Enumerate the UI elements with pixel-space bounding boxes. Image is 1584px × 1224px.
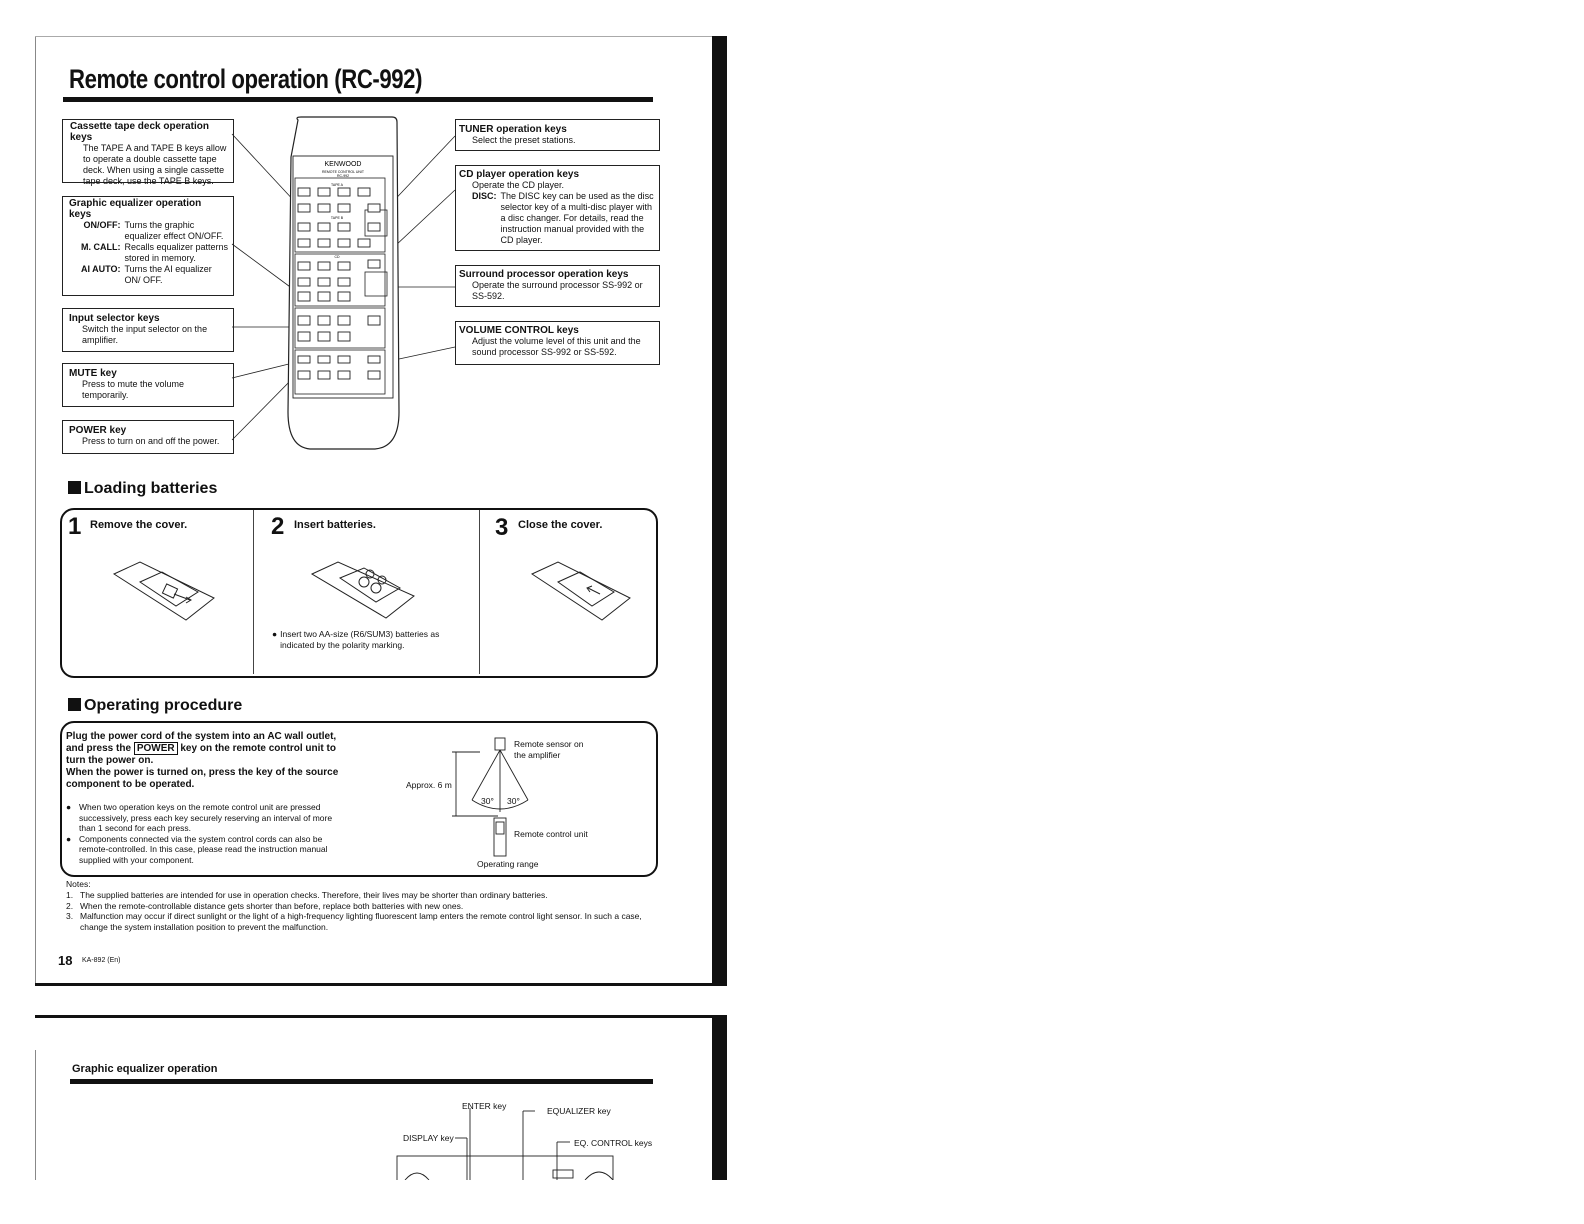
- procedure-bullet: [66, 834, 346, 866]
- procedure-main-2: key on the remote control unit to turn the power on.: [66, 743, 336, 766]
- step-2-note-text: Insert two AA-size (R6/SUM3) batteries as indicated by the polarity marking.: [280, 629, 440, 650]
- equalizer-key-label: EQUALIZER key: [547, 1106, 611, 1116]
- procedure-heading-text: Operating procedure: [84, 697, 243, 714]
- eq-key-mcall: M. CALL:: [81, 242, 121, 252]
- cd-disc-desc: The DISC key can be used as the disc selector key of a multi-disc player with a disc changer. For details, read the instruction manual provided with the CD player.: [500, 191, 654, 245]
- note-text: Malfunction may occur if direct sunlight or the light of a high-frequency lighting fluorescent lamp enters the remote control light sensor. In such a case, change the system installation position to prevent the malfunction.: [80, 911, 642, 932]
- callout-power-desc: Press to turn on and off the power.: [82, 436, 220, 446]
- procedure-bullet-1-text: When two operation keys on the remote control unit are pressed successively, press each key securely reserving an interval of more than 1 second for each press.: [79, 802, 333, 833]
- callout-surround-title: Surround processor operation keys: [459, 269, 629, 280]
- page-title: Remote control operation (RC-992): [69, 64, 423, 94]
- insert-batteries-illustration: [308, 560, 420, 622]
- callout-surround-desc: Operate the surround processor SS-992 or SS-592.: [472, 280, 643, 301]
- callout-equalizer-title: Graphic equalizer operation keys: [69, 198, 202, 220]
- step-3-title: Close the cover.: [518, 519, 603, 531]
- heading-square-icon: [68, 698, 81, 711]
- callout-mute-desc: Press to mute the volume temporarily.: [82, 379, 185, 400]
- eq-desc-onoff: Turns the graphic equalizer effect ON/OFF.: [124, 220, 224, 241]
- remote-unit-label: Remote control unit: [514, 829, 588, 839]
- next-page-title: Graphic equalizer operation: [72, 1063, 218, 1075]
- remote-model: RC-992: [336, 174, 350, 178]
- callout-mute: [62, 363, 234, 407]
- procedure-bullet-2-text: Components connected via the system control cords can also be remote-controlled. In this case, please read the instruction manual supplied with your component.: [79, 833, 328, 865]
- batteries-divider-1: [253, 510, 254, 674]
- procedure-bullet: [66, 802, 346, 834]
- callout-volume: [455, 321, 660, 365]
- procedure-bullets: [66, 802, 346, 865]
- callout-equalizer: [62, 196, 234, 296]
- callout-power: [62, 420, 234, 454]
- angle-right-label: 30°: [507, 796, 520, 806]
- remote-brand: KENWOOD: [324, 161, 362, 168]
- notes-list: [66, 890, 656, 932]
- callout-input-title: Input selector keys: [69, 313, 160, 324]
- operating-range-label: Operating range: [477, 859, 539, 869]
- note-text: When the remote-controllable distance gets shorter than before, replace both batteries with new ones.: [80, 900, 464, 911]
- page-number: 18: [58, 953, 73, 968]
- enter-key-label: ENTER key: [462, 1101, 507, 1111]
- close-cover-illustration: [528, 560, 636, 624]
- callout-surround: [455, 265, 660, 307]
- callout-volume-desc: Adjust the volume level of this unit and the sound processor SS-992 or SS-592.: [472, 336, 641, 357]
- eq-desc-mcall: Recalls equalizer patterns stored in memory.: [124, 242, 229, 263]
- step-2-note: [272, 629, 447, 650]
- callout-volume-title: VOLUME CONTROL keys: [459, 325, 579, 336]
- step-1-title: Remove the cover.: [90, 519, 188, 531]
- binding-edge: [712, 36, 727, 986]
- display-key-label: DISPLAY key: [403, 1133, 454, 1143]
- eq-desc-aiauto: Turns the AI equalizer ON/ OFF.: [124, 264, 212, 285]
- page-frame-bottom: [35, 983, 727, 986]
- note-number: 3.: [66, 911, 74, 921]
- batteries-heading: [68, 480, 217, 498]
- procedure-main-text: [66, 731, 350, 791]
- step-2-title: Insert batteries.: [294, 519, 376, 531]
- bullet-icon: ●: [272, 629, 278, 639]
- next-page-binding: [712, 1015, 727, 1180]
- model-code: KA-892 (En): [82, 957, 121, 964]
- amplifier-sketch: [395, 1108, 620, 1180]
- note-item: [66, 911, 656, 932]
- eq-key-aiauto: AI AUTO:: [81, 264, 121, 274]
- remove-cover-illustration: [110, 560, 220, 625]
- note-text: The supplied batteries are intended for use in operation checks. Therefore, their lives may be shorter than ordinary batteries.: [80, 890, 548, 900]
- step-2-number: 2: [271, 513, 285, 540]
- note-number: 2.: [66, 900, 74, 911]
- callout-cassette: [62, 119, 234, 186]
- note-item: [66, 901, 656, 912]
- callout-cd-title: CD player operation keys: [459, 169, 580, 180]
- cd-disc-key: DISC:: [472, 191, 497, 201]
- callout-cd-desc: Operate the CD player.: [472, 180, 565, 190]
- next-page-left-edge: [35, 1050, 36, 1180]
- callout-cassette-title: Cassette tape deck operation keys: [70, 121, 209, 143]
- callout-tuner-title: TUNER operation keys: [459, 124, 567, 135]
- remote-cd: CD: [334, 255, 340, 259]
- callout-cassette-desc: The TAPE A and TAPE B keys allow to operate a double cassette tape deck. When using a single cassette tape deck, use the TAPE B keys.: [83, 143, 227, 186]
- title-rule: [63, 97, 653, 102]
- bullet-icon: ●: [66, 833, 72, 844]
- page-frame-top: [35, 36, 715, 37]
- bullet-icon: ●: [66, 802, 72, 812]
- notes-heading: Notes:: [66, 879, 91, 889]
- remote-tape-b: TAPE B: [330, 216, 344, 220]
- distance-label: Approx. 6 m: [406, 780, 452, 790]
- step-3-number: 3: [495, 514, 509, 541]
- callout-cd: [455, 165, 660, 251]
- batteries-divider-2: [479, 510, 480, 674]
- eq-key-onoff: ON/OFF:: [83, 220, 121, 230]
- page-frame-left: [35, 36, 36, 986]
- callout-mute-title: MUTE key: [69, 368, 117, 379]
- next-page-top-rule: [35, 1015, 727, 1018]
- callout-tuner-desc: Select the preset stations.: [472, 135, 576, 145]
- remote-illustration: [225, 112, 465, 457]
- procedure-main-1: Plug the power cord of the system into an AC wall outlet, and press the: [66, 731, 337, 754]
- note-number: 1.: [66, 890, 74, 900]
- sensor-label: Remote sensor on the amplifier: [514, 739, 584, 760]
- step-1-number: 1: [68, 513, 82, 540]
- callout-input: [62, 308, 234, 352]
- heading-square-icon: [68, 481, 81, 494]
- power-key-box: POWER: [134, 742, 178, 755]
- batteries-heading-text: Loading batteries: [84, 480, 218, 497]
- callout-power-title: POWER key: [69, 425, 127, 436]
- next-page-title-rule: [70, 1079, 653, 1084]
- angle-left-label: 30°: [481, 796, 494, 806]
- note-item: [66, 890, 656, 901]
- remote-label: REMOTE CONTROL UNIT: [321, 170, 365, 174]
- eq-control-keys-label: EQ. CONTROL keys: [574, 1138, 653, 1148]
- callout-tuner: [455, 119, 660, 151]
- callout-input-desc: Switch the input selector on the amplifier.: [82, 324, 208, 345]
- procedure-heading: [68, 697, 242, 715]
- remote-tape-a: TAPE A: [331, 183, 343, 187]
- procedure-main-3: When the power is turned on, press the key of the source component to be operated.: [66, 767, 339, 790]
